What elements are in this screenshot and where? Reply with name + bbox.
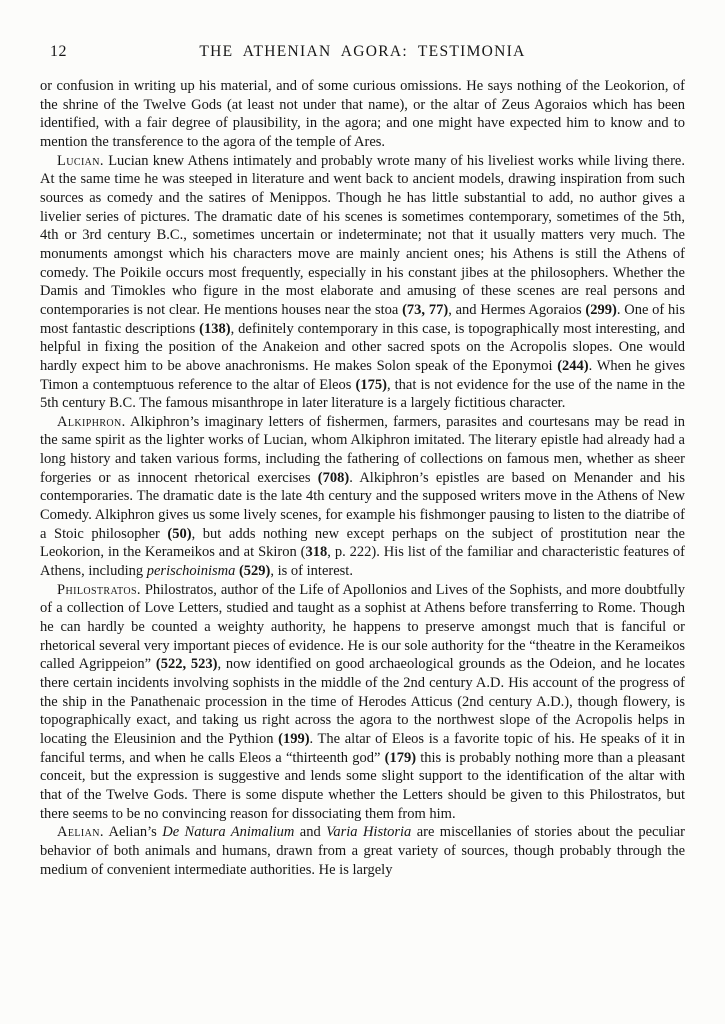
text-run: or confusion in writing up his material, and of some curious omissions. He says nothing of the Leokorion, of the shrine of the Twelve Gods (at least not under that name), or the altar of Zeus Agoraios which has been identified, with a fair degree of plausibility, in the agora; and one might have expected him to know and to mention the transference to the agora of the temple of Ares.	[40, 78, 685, 150]
text-run: , definitely contemporary in this case, is topographically most interesting, and helpful in fixing the position of the Anakeion and other sacred spots on the Acropolis slopes. One would hardly expect him to be above anachronisms. He makes Solon speak of the Eponymoi	[40, 320, 686, 374]
paragraph-lucian	[40, 152, 685, 413]
catalog-reference: (175)	[355, 376, 387, 393]
catalog-reference: 318	[305, 544, 328, 561]
text-run: , now identified on good archaeological grounds as the Odeion, and he locates there certain incidents involving sophists in the middle of the 2nd century A.D. His account of the progress of the ship in the Panathenaic procession in the time of Herodes Atticus (2nd century A.D.), though flowery, is topographically exact, and taking us right across the agora to the northwest slope of the Acropolis helps in locating the Eleusinion and the Pythion	[40, 656, 685, 747]
italic-term: perischoinisma	[146, 563, 236, 580]
page-number: 12	[50, 43, 67, 60]
text-run: . The altar of Eleos is a favorite topic of his. He speaks of it in fanciful terms, and when he calls Eleos a “thirteenth god”	[40, 730, 685, 766]
page-header	[40, 42, 685, 64]
catalog-reference: (529)	[238, 563, 271, 580]
text-run: Philostratos, author of the Life of Apollonios and Lives of the Sophists, and more doubtfully of a collection of Love Letters, studied and taught as a sophist at Athens before transferring to Rome. Though he can hardly be counted a weighty authority, he happens to preserve amongst much that is fanciful or rhetorical several very important pieces of evidence. He is our sole authority for the “theatre in the Kerameikos called Agrippeion”	[40, 581, 685, 673]
text-run: Lucian knew Athens intimately and probably wrote many of his liveliest works while living there. At the same time he was steeped in literature and went back to ancient models, drawing inspiration from such sources as comedy and the satires of Menippos. Though he has little substantial to add, no author gives a livelier series of pictures. The dramatic date of his scenes is sometimes contemporary, sometimes of the 5th, 4th or 3rd century B.C., sometimes uncertain or indeterminate; not that it usually matters very much. The monuments amongst which his characters move are mainly ancient ones; his Athens is still the Athens of comedy. The Poikile occurs most frequently, especially in his constant jibes at the philosophers. Whether the Damis and Timokles who figure in the most elaborate and amusing of these scenes are real persons and contemporaries is not clear. He mentions houses near the stoa	[40, 152, 685, 318]
author-name: Alkiphron.	[57, 413, 126, 430]
text-run: and	[294, 824, 327, 841]
catalog-reference: (522, 523)	[155, 656, 218, 673]
text-run: . Alkiphron’s epistles are based on Menander and his contemporaries. The dramatic date is the late 4th century and the supposed writers move in the Athens of New Comedy. Alkiphron gives us some lively scenes, for example his fishmonger pausing to listen to the diatribe of a Stoic philosopher	[40, 469, 685, 542]
italic-term: Varia Historia	[326, 824, 412, 841]
catalog-reference: (199)	[278, 730, 310, 747]
paragraph-alkiphron	[40, 413, 685, 581]
catalog-reference: (299)	[585, 301, 617, 318]
catalog-reference: (73, 77)	[402, 301, 449, 318]
paragraph-philostratos	[40, 581, 685, 824]
author-name: Aelian.	[57, 824, 104, 841]
text-run: . When he gives Timon a contemptuous reference to the altar of Eleos	[40, 357, 686, 393]
running-title: THE ATHENIAN AGORA: TESTIMONIA	[199, 43, 526, 60]
catalog-reference: (244)	[557, 357, 589, 374]
body-text	[40, 77, 685, 879]
paragraph-continuation	[40, 77, 685, 152]
text-run: . One of his most fantastic descriptions	[40, 301, 685, 337]
text-run: this is probably nothing more than a pleasant conceit, but the expression is suggestive and lends some slight support to the identification of the altar with that of the Twelve Gods. There is some dispute whether the Letters should be given to this Philostratos, but there seems to be no convincing reason for dissociating them from him.	[40, 749, 685, 822]
author-name: Philostratos.	[57, 581, 141, 598]
paragraph-aelian	[40, 823, 685, 879]
text-run: are miscellanies of stories about the peculiar behavior of both animals and humans, drawn from a great variety of sources, though probably through the medium of convenient intermediate authorities. He is largely	[40, 824, 686, 878]
text-run: , but adds nothing new except perhaps on the subject of prostitution near the Leokorion, in the Kerameikos and at Skiron (	[40, 525, 685, 561]
text-run: , and Hermes Agoraios	[448, 301, 586, 318]
catalog-reference: (708)	[317, 469, 350, 486]
text-run: Alkiphron’s imaginary letters of fishermen, farmers, parasites and courtesans may be read in the same spirit as the lighter works of Lucian, whom Alkiphron imitated. The literary epistle had already had a long history and taken various forms, including the fathering of collections on famous men, whether as sheer forgeries or as innocent rhetorical exercises	[40, 413, 685, 486]
text-run: , that is not evidence for the use of the name in the 5th century B.C. The famous misanthrope in later literature is a largely fictitious character.	[40, 376, 685, 412]
catalog-reference: (138)	[199, 320, 231, 337]
text-run: , p. 222). His list of the familiar and characteristic features of Athens, including	[40, 544, 685, 580]
text-run: Aelian’s	[103, 824, 163, 841]
catalog-reference: (50)	[167, 525, 192, 542]
author-name: Lucian.	[57, 152, 104, 169]
text-run: , is of interest.	[270, 563, 353, 580]
catalog-reference: (179)	[384, 749, 417, 766]
italic-term: De Natura Animalium	[162, 824, 295, 841]
